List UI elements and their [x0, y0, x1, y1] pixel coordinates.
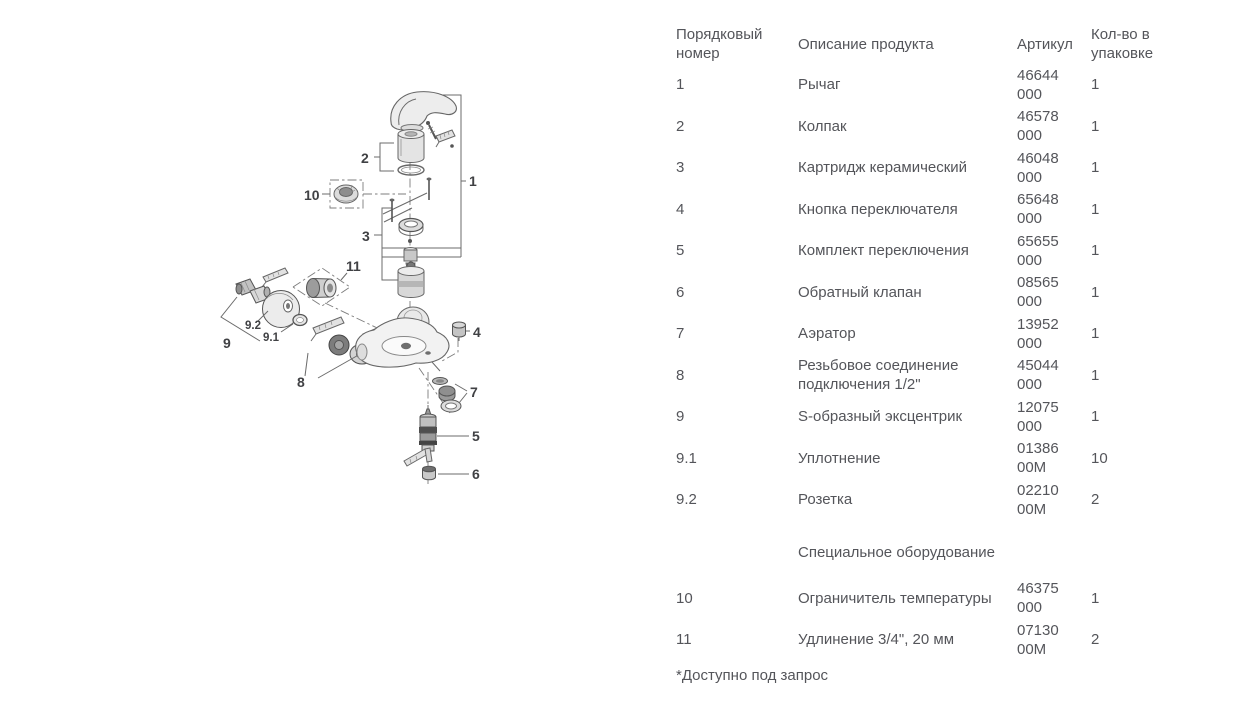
row-qty: 1: [1091, 76, 1100, 94]
table-row: [676, 64, 1188, 106]
row-article: 65655 000: [1017, 232, 1059, 269]
table-header-row: [676, 24, 1188, 64]
part-lever: [391, 92, 457, 132]
row-article: 02210 00M: [1017, 481, 1059, 518]
part-temperature-limiter: [322, 180, 406, 208]
callout-1: 1: [469, 173, 477, 189]
header-article: Артикул: [1017, 35, 1073, 53]
callout-9-2: 9.2: [245, 320, 261, 332]
row-article: 12075 000: [1017, 398, 1059, 435]
callout-9-1: 9.1: [263, 332, 279, 344]
row-number: 4: [676, 200, 685, 218]
header-qty: Кол-во в упаковке: [1091, 26, 1154, 62]
table-row: [676, 438, 1188, 480]
row-description: Удлинение 3/4", 20 мм: [798, 631, 955, 649]
row-article: 46375 000: [1017, 580, 1059, 617]
row-qty: 1: [1091, 589, 1100, 607]
row-number: 9: [676, 408, 685, 426]
row-article: 46644 000: [1017, 66, 1059, 103]
hex-key-tool-left: [262, 268, 288, 287]
callout-3: 3: [362, 228, 370, 244]
row-qty: 1: [1091, 283, 1100, 301]
row-article: 07130 00M: [1017, 621, 1059, 658]
header-number: Порядковый номер: [676, 26, 763, 62]
part-diverter-button: [453, 322, 471, 341]
row-description: S-образный эксцентрик: [798, 408, 963, 426]
row-article: 08565 000: [1017, 274, 1059, 311]
section-heading: Специальное оборудование: [798, 543, 996, 561]
row-description: Картридж керамический: [798, 159, 968, 177]
row-description: Колпак: [798, 117, 847, 135]
table-row: [676, 147, 1188, 189]
table-row: [676, 189, 1188, 231]
callout-10: 10: [304, 187, 320, 203]
row-qty: 1: [1091, 325, 1100, 343]
row-number: 6: [676, 283, 685, 301]
table-row: [676, 479, 1188, 521]
callout-9: 9: [223, 335, 231, 351]
row-article: 45044 000: [1017, 357, 1059, 394]
part-diverter-set: [419, 405, 469, 451]
table-row: [676, 396, 1188, 438]
row-description: Аэратор: [798, 325, 856, 343]
table-row: [676, 313, 1188, 355]
row-description: Рычаг: [798, 76, 841, 94]
row-qty: 1: [1091, 159, 1100, 177]
row-number: 2: [676, 117, 685, 135]
part-seal: [293, 315, 307, 326]
row-number: 10: [676, 589, 693, 607]
callout-7: 7: [470, 384, 478, 400]
row-description: Резьбовое соединение подключения 1/2": [798, 357, 959, 394]
row-description: Комплект переключения: [798, 242, 969, 260]
part-cartridge-nut: [399, 219, 423, 236]
row-qty: 2: [1091, 631, 1100, 649]
row-article: 46578 000: [1017, 108, 1059, 145]
callout-5: 5: [472, 428, 480, 444]
row-description: Кнопка переключателя: [798, 200, 958, 218]
row-number: 11: [676, 631, 692, 649]
row-qty: 10: [1091, 449, 1108, 467]
callout-11: 11: [346, 258, 361, 274]
row-number: 9.2: [676, 491, 697, 509]
row-number: 7: [676, 325, 685, 343]
callout-2: 2: [361, 150, 369, 166]
section-heading-row: [676, 543, 1188, 562]
row-qty: 1: [1091, 117, 1100, 135]
row-number: 8: [676, 366, 685, 384]
row-number: 3: [676, 159, 685, 177]
table-row: [676, 619, 1188, 661]
hex-key-tool-top: [436, 130, 455, 148]
row-description: Обратный клапан: [798, 283, 922, 301]
table-row: [676, 272, 1188, 314]
table-row: [676, 578, 1188, 620]
parts-table: [676, 16, 1188, 685]
table-row: [676, 106, 1188, 148]
header-description: Описание продукта: [798, 35, 934, 53]
row-qty: 1: [1091, 366, 1100, 384]
row-article: 46048 000: [1017, 149, 1059, 186]
row-article: 65648 000: [1017, 191, 1059, 228]
table-row: [676, 230, 1188, 272]
row-description: Розетка: [798, 491, 853, 509]
callout-8: 8: [297, 374, 305, 390]
footnote: *Доступно под запрос: [676, 666, 829, 684]
part-cartridge-screws: [390, 178, 432, 223]
part-extension: [293, 268, 350, 306]
row-qty: 2: [1091, 491, 1100, 509]
row-number: 1: [676, 76, 685, 94]
part-check-valve: [423, 466, 470, 480]
part-cap: [398, 130, 424, 163]
callout-6: 6: [472, 466, 480, 482]
row-article: 01386 00M: [1017, 440, 1059, 477]
row-qty: 1: [1091, 408, 1100, 426]
part-faucet-body: [356, 307, 449, 371]
part-o-ring: [398, 165, 424, 175]
part-aerator: [433, 378, 468, 413]
row-description: Уплотнение: [798, 449, 881, 467]
row-number: 5: [676, 242, 685, 260]
table-row: [676, 355, 1188, 397]
row-qty: 1: [1091, 242, 1100, 260]
row-article: 13952 000: [1017, 315, 1059, 352]
lever-screw: [426, 121, 436, 139]
row-qty: 1: [1091, 200, 1100, 218]
row-number: 9.1: [676, 449, 697, 467]
callout-4: 4: [473, 324, 481, 340]
row-description: Ограничитель температуры: [798, 589, 992, 607]
